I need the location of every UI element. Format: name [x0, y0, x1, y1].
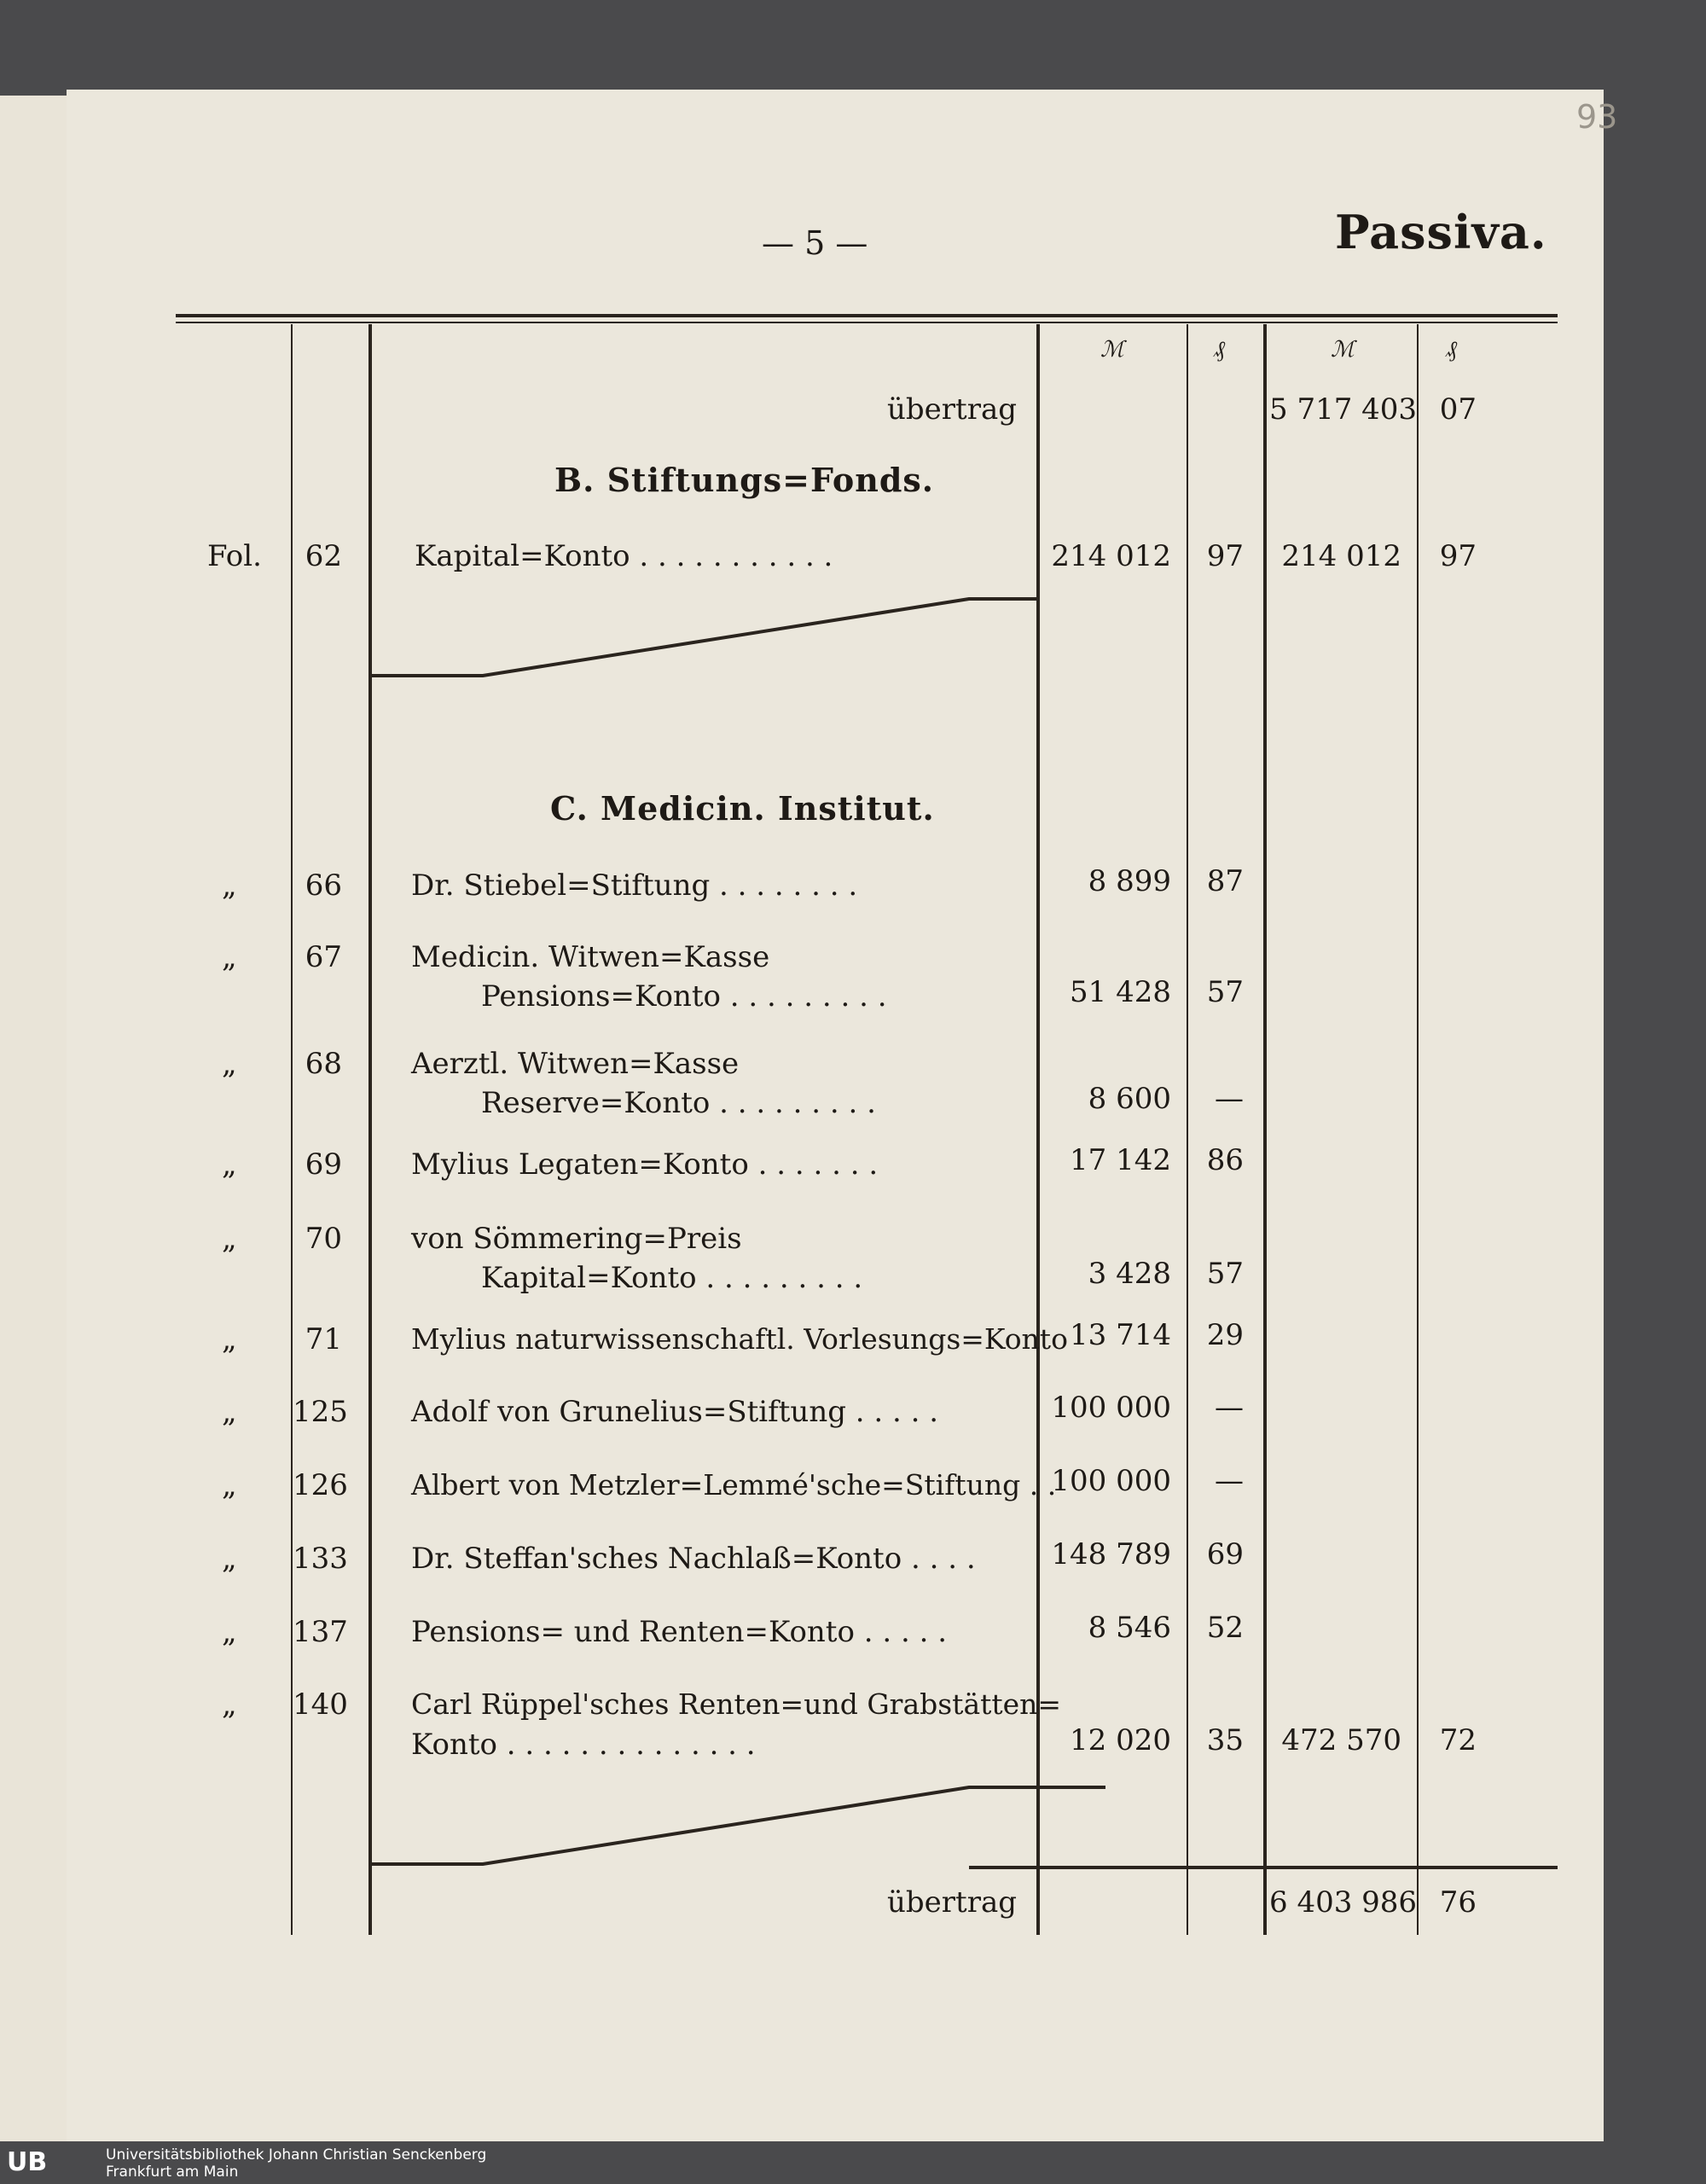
entry-description-cont: Pensions=Konto . . . . . . . . .: [481, 979, 887, 1014]
entry-mark: 8 600: [1088, 1082, 1171, 1116]
entry-mark: 3 428: [1088, 1257, 1171, 1291]
entry-mark: 100 000: [1051, 1391, 1171, 1425]
entry-description: Dr. Steffan'sches Nachlaß=Konto . . . .: [411, 1542, 976, 1576]
section-c-title: C. Medicin. Institut.: [550, 789, 935, 828]
entry-mark: 8 899: [1088, 864, 1171, 898]
closing-flourish-c: [372, 1779, 1105, 1873]
entry-description-cont: Konto . . . . . . . . . . . . . .: [411, 1728, 756, 1762]
ditto-mark: „: [222, 940, 237, 974]
ditto-mark: „: [222, 1468, 237, 1502]
fol-number: 133: [293, 1542, 348, 1576]
entry-description: von Sömmering=Preis: [411, 1222, 742, 1256]
entry-mark: 100 000: [1051, 1464, 1171, 1498]
entry-mark: 51 428: [1070, 975, 1171, 1009]
entry-description-cont: Reserve=Konto . . . . . . . . .: [481, 1086, 876, 1120]
entry-pf: —: [1215, 1082, 1244, 1116]
entry-pf: 52: [1206, 1611, 1244, 1645]
document-page: [67, 90, 1618, 2141]
fol-number: 71: [305, 1322, 342, 1356]
column-line-desc: [368, 324, 372, 1935]
fol-number: 125: [293, 1395, 348, 1429]
entry-pf: —: [1215, 1391, 1244, 1425]
entry-description: Aerztl. Witwen=Kasse: [411, 1047, 740, 1081]
fol-number: 140: [293, 1687, 348, 1722]
entry-mark: 13 714: [1070, 1318, 1171, 1352]
fol-number: 62: [305, 539, 342, 573]
fol-number: 68: [305, 1047, 342, 1081]
entry-pf: 69: [1206, 1537, 1244, 1571]
entry-mark: 17 142: [1070, 1143, 1171, 1177]
header-mark-1: ℳ: [1100, 337, 1124, 363]
fol-number: 70: [305, 1222, 342, 1256]
ditto-mark: „: [222, 1322, 237, 1356]
fol-number: 126: [293, 1468, 348, 1502]
header-mark-2: ℳ: [1331, 337, 1355, 363]
header-pf-2: ₰: [1446, 337, 1457, 363]
logo-text: UB: [7, 2147, 48, 2177]
fol-number: 137: [293, 1615, 348, 1649]
carry-out-total-mark: 6 403 986: [1269, 1885, 1418, 1920]
ditto-mark: „: [222, 1687, 237, 1722]
ditto-mark: „: [222, 1047, 237, 1081]
facing-page-edge: [0, 96, 69, 2143]
ditto-mark: „: [222, 1395, 237, 1429]
entry-pf: 87: [1206, 864, 1244, 898]
section-b-total-mark: 214 012: [1281, 539, 1401, 573]
entry-description: Mylius naturwissenschaftl. Vorlesungs=Konto: [411, 1322, 1068, 1356]
top-rule-thin: [176, 322, 1558, 323]
carry-out-total-pf: 76: [1439, 1885, 1477, 1920]
section-b-title: B. Stiftungs=Fonds.: [554, 461, 935, 499]
library-logo: [0, 2143, 94, 2182]
entry-pf: 57: [1206, 975, 1244, 1009]
entry-pf: 29: [1206, 1318, 1244, 1352]
section-b-total-pf: 97: [1439, 539, 1477, 573]
entry-mark: 12 020: [1070, 1723, 1171, 1757]
entry-mark: 148 789: [1051, 1537, 1171, 1571]
entry-description: Kapital=Konto . . . . . . . . . . .: [415, 539, 833, 573]
entry-description: Medicin. Witwen=Kasse: [411, 940, 770, 974]
pencil-page-number: 93: [1576, 98, 1618, 136]
fol-number: 69: [305, 1147, 342, 1182]
entry-description-cont: Kapital=Konto . . . . . . . . .: [481, 1261, 863, 1295]
fol-number: 67: [305, 940, 342, 974]
entry-pf: 97: [1206, 539, 1244, 573]
entry-pf: 86: [1206, 1143, 1244, 1177]
closing-flourish-b: [372, 589, 1037, 682]
entry-description: Mylius Legaten=Konto . . . . . . .: [411, 1147, 879, 1182]
carry-in-total-mark: 5 717 403: [1269, 392, 1418, 427]
page-number: — 5 —: [762, 224, 868, 262]
section-c-total-mark: 472 570: [1281, 1723, 1401, 1757]
ditto-mark: „: [222, 868, 237, 903]
carry-out-label: übertrag: [887, 1885, 1017, 1920]
entry-pf: 35: [1206, 1723, 1244, 1757]
entry-mark: 8 546: [1088, 1611, 1171, 1645]
carry-in-label: übertrag: [887, 392, 1017, 427]
carry-in-total-pf: 07: [1439, 392, 1477, 427]
ditto-mark: „: [222, 1542, 237, 1576]
top-rule: [176, 314, 1558, 317]
footer-city: Frankfurt am Main: [106, 2164, 239, 2181]
column-line-pf2: [1417, 324, 1419, 1935]
page-heading: Passiva.: [1335, 205, 1547, 259]
section-c-total-pf: 72: [1439, 1723, 1477, 1757]
ditto-mark: „: [222, 1615, 237, 1649]
entry-description: Adolf von Grunelius=Stiftung . . . . .: [411, 1395, 939, 1429]
footer-institution: Universitätsbibliothek Johann Christian Senckenberg: [106, 2146, 487, 2164]
entry-description: Pensions= und Renten=Konto . . . . .: [411, 1615, 948, 1649]
entry-pf: 57: [1206, 1257, 1244, 1291]
entry-description: Albert von Metzler=Lemmé'sche=Stiftung . .: [411, 1468, 1057, 1502]
ditto-mark: „: [222, 1222, 237, 1256]
entry-description: Carl Rüppel'sches Renten=und Grabstätten=: [411, 1687, 1062, 1721]
entry-mark: 214 012: [1051, 539, 1171, 573]
entry-description: Dr. Stiebel=Stiftung . . . . . . . .: [411, 868, 858, 903]
footer-bar: [0, 2141, 1706, 2184]
fol-number: 66: [305, 868, 342, 903]
ditto-mark: „: [222, 1147, 237, 1182]
column-line-mark2: [1263, 324, 1267, 1935]
fol-label: Fol.: [207, 539, 262, 573]
header-pf-1: ₰: [1214, 337, 1225, 363]
entry-pf: —: [1215, 1464, 1244, 1498]
